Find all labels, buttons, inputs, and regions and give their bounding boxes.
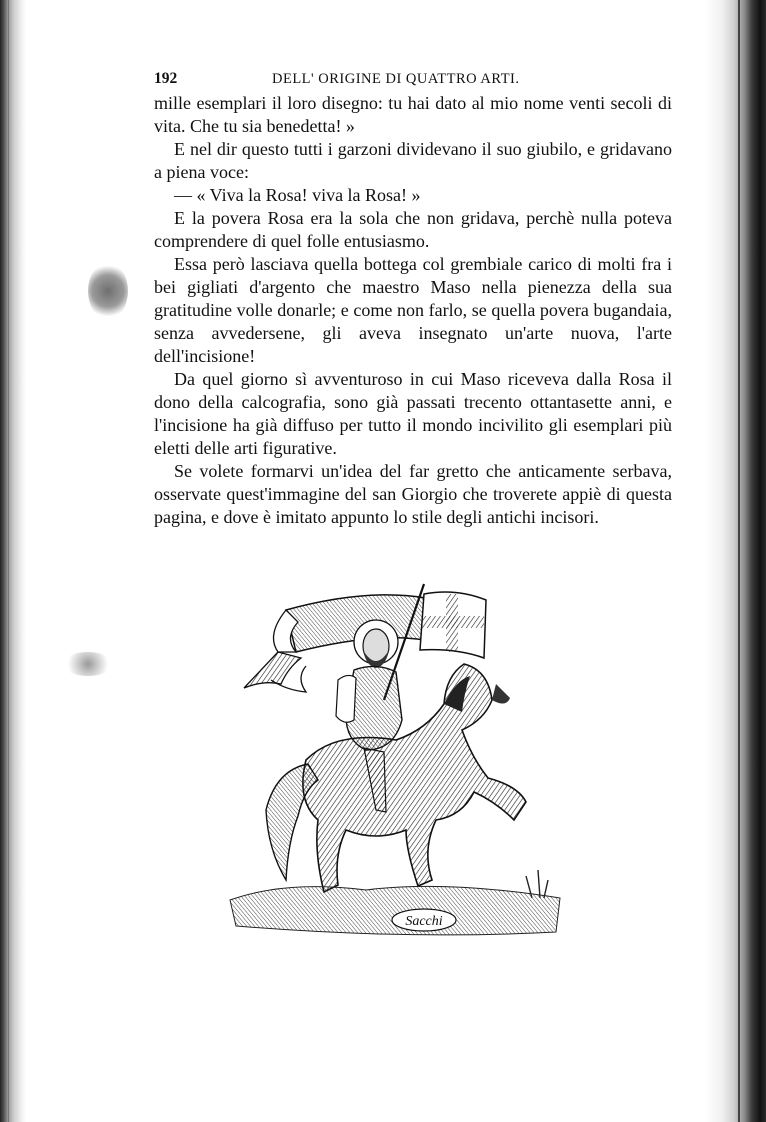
margin-speck bbox=[62, 652, 114, 676]
engraving-image bbox=[226, 580, 568, 940]
paragraph-5: Essa però lasciava quella bottega col grembiale carico di molti fra i bei gigliati d'argento che maestro Maso nella pienezza della sua gratitudine volle donarle; e come non farlo, se quella povera bugandaia, senza avvedersene, gli aveva insegnato un'arte nuova, l'arte dell'incisione! bbox=[154, 254, 672, 366]
page-header bbox=[154, 70, 654, 92]
paragraph-4: E la povera Rosa era la sola che non gridava, perchè nulla poteva comprendere di quel folle entusiasmo. bbox=[154, 208, 672, 251]
paragraph-6: Da quel giorno sì avventuroso in cui Maso riceveva dalla Rosa il dono della calcografia, sono già passati trecento ottantasette anni, e l'incisione ha già diffuso per tutto il mondo incivilito gli esemplari più eletti delle arti figurative. bbox=[154, 369, 672, 458]
banner-tail bbox=[244, 652, 301, 688]
page-edge-right bbox=[704, 0, 766, 1122]
saint-george-engraving bbox=[226, 580, 568, 940]
margin-stain bbox=[88, 262, 128, 320]
paragraph-1: mille esemplari il loro disegno: tu hai dato al mio nome venti secoli di vita. Che tu sia benedetta! » bbox=[154, 93, 672, 136]
artist-signature: Sacchi bbox=[405, 914, 443, 929]
book-gutter-left bbox=[0, 0, 26, 1122]
running-title: DELL' ORIGINE DI QUATTRO ARTI. bbox=[272, 71, 520, 87]
body-text bbox=[154, 92, 672, 529]
horse-tail bbox=[266, 764, 318, 880]
page-number: 192 bbox=[154, 70, 178, 87]
paragraph-2: E nel dir questo tutti i garzoni dividevano il suo giubilo, e gridavano a piena voce: bbox=[154, 139, 672, 182]
paragraph-7: Se volete formarvi un'idea del far gretto che anticamente serbava, osservate quest'immagine del san Giorgio che troverete appiè di questa pagina, e dove è imitato appunto lo stile degli antichi incisori. bbox=[154, 461, 672, 527]
ground bbox=[230, 886, 560, 934]
paragraph-3: — « Viva la Rosa! viva la Rosa! » bbox=[174, 185, 421, 205]
